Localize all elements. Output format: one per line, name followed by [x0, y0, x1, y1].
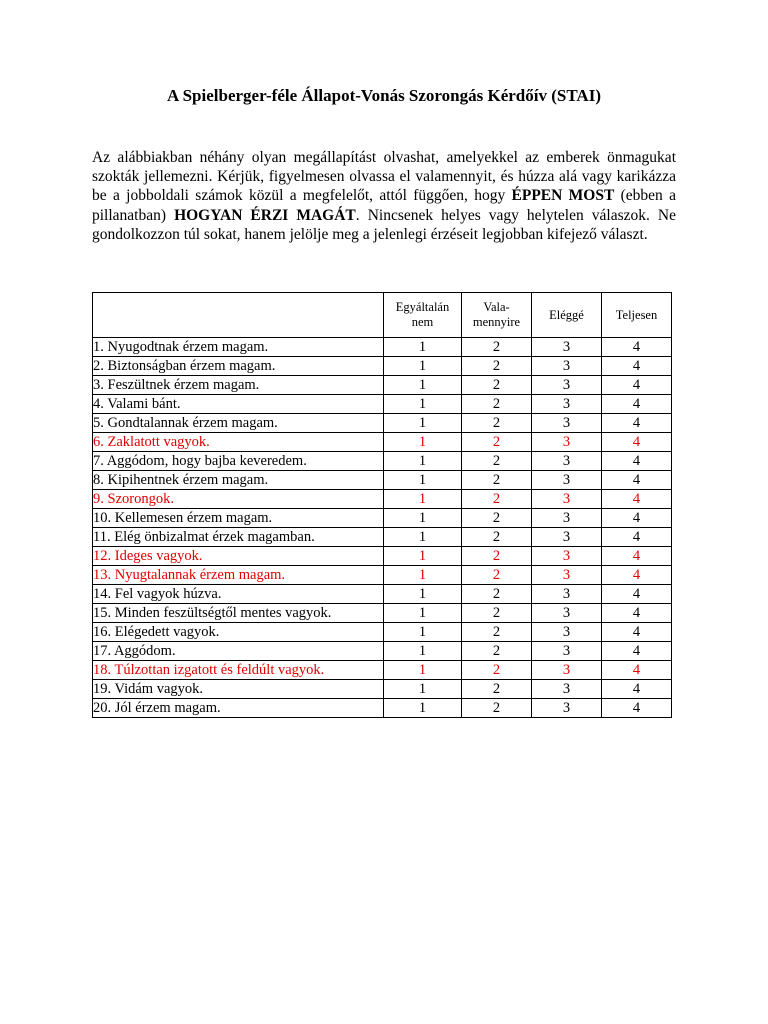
statement-label: 2. Biztonságban érzem magam.	[93, 357, 384, 376]
rating-option-3[interactable]: 3	[532, 357, 602, 376]
statement-label: 8. Kipihentnek érzem magam.	[93, 471, 384, 490]
rating-option-2[interactable]: 2	[462, 357, 532, 376]
rating-option-3[interactable]: 3	[532, 661, 602, 680]
rating-option-4[interactable]: 4	[602, 642, 672, 661]
rating-option-2[interactable]: 2	[462, 623, 532, 642]
rating-option-4[interactable]: 4	[602, 357, 672, 376]
statement-label: 19. Vidám vagyok.	[93, 680, 384, 699]
rating-option-1[interactable]: 1	[384, 357, 462, 376]
rating-option-4[interactable]: 4	[602, 680, 672, 699]
rating-option-1[interactable]: 1	[384, 661, 462, 680]
rating-option-4[interactable]: 4	[602, 471, 672, 490]
rating-option-4[interactable]: 4	[602, 433, 672, 452]
statement-label: 3. Feszültnek érzem magam.	[93, 376, 384, 395]
rating-option-2[interactable]: 2	[462, 680, 532, 699]
table-row	[93, 509, 672, 528]
rating-option-3[interactable]: 3	[532, 338, 602, 357]
statement-label: 5. Gondtalannak érzem magam.	[93, 414, 384, 433]
rating-option-1[interactable]: 1	[384, 414, 462, 433]
rating-option-4[interactable]: 4	[602, 452, 672, 471]
rating-option-4[interactable]: 4	[602, 604, 672, 623]
header-row	[93, 293, 672, 338]
rating-option-3[interactable]: 3	[532, 452, 602, 471]
rating-option-1[interactable]: 1	[384, 642, 462, 661]
intro-text-2: (ebben a pillanatban)	[92, 187, 676, 224]
statement-label: 17. Aggódom.	[93, 642, 384, 661]
table-row	[93, 642, 672, 661]
rating-option-3[interactable]: 3	[532, 376, 602, 395]
rating-option-3[interactable]: 3	[532, 642, 602, 661]
header-blank	[93, 293, 384, 338]
rating-option-3[interactable]: 3	[532, 604, 602, 623]
rating-option-3[interactable]: 3	[532, 585, 602, 604]
rating-option-3[interactable]: 3	[532, 528, 602, 547]
statement-label: 1. Nyugodtnak érzem magam.	[93, 338, 384, 357]
rating-option-1[interactable]: 1	[384, 680, 462, 699]
stai-table-body	[93, 338, 672, 718]
rating-option-2[interactable]: 2	[462, 566, 532, 585]
table-row	[93, 547, 672, 566]
rating-option-4[interactable]: 4	[602, 661, 672, 680]
table-row	[93, 338, 672, 357]
rating-option-4[interactable]: 4	[602, 566, 672, 585]
stai-table	[92, 292, 672, 718]
rating-option-1[interactable]: 1	[384, 376, 462, 395]
statement-label: 18. Túlzottan izgatott és feldúlt vagyok.	[93, 661, 384, 680]
header-not-at-all: Egyáltalán nem	[384, 293, 462, 338]
statement-label: 20. Jól érzem magam.	[93, 699, 384, 718]
table-row	[93, 623, 672, 642]
header-very-much: Teljesen	[602, 293, 672, 338]
intro-emphasis-now: ÉPPEN MOST	[511, 187, 615, 205]
table-row	[93, 699, 672, 718]
rating-option-4[interactable]: 4	[602, 414, 672, 433]
rating-option-3[interactable]: 3	[532, 490, 602, 509]
rating-option-4[interactable]: 4	[602, 338, 672, 357]
table-row	[93, 452, 672, 471]
statement-label: 14. Fel vagyok húzva.	[93, 585, 384, 604]
rating-option-1[interactable]: 1	[384, 433, 462, 452]
statement-label: 12. Ideges vagyok.	[93, 547, 384, 566]
table-row	[93, 376, 672, 395]
rating-option-3[interactable]: 3	[532, 699, 602, 718]
rating-option-3[interactable]: 3	[532, 566, 602, 585]
rating-option-2[interactable]: 2	[462, 604, 532, 623]
table-row	[93, 395, 672, 414]
rating-option-2[interactable]: 2	[462, 490, 532, 509]
rating-option-2[interactable]: 2	[462, 585, 532, 604]
rating-option-1[interactable]: 1	[384, 509, 462, 528]
page-title: A Spielberger-féle Állapot-Vonás Szorongás Kérdőív (STAI)	[167, 86, 601, 105]
intro-emphasis-feeling: HOGYAN ÉRZI MAGÁT	[174, 206, 356, 224]
rating-option-2[interactable]: 2	[462, 509, 532, 528]
statement-label: 15. Minden feszültségtől mentes vagyok.	[93, 604, 384, 623]
rating-option-1[interactable]: 1	[384, 395, 462, 414]
rating-option-2[interactable]: 2	[462, 414, 532, 433]
statement-label: 11. Elég önbizalmat érzek magamban.	[93, 528, 384, 547]
rating-option-3[interactable]: 3	[532, 680, 602, 699]
intro-paragraph	[92, 148, 676, 244]
rating-option-3[interactable]: 3	[532, 471, 602, 490]
rating-option-3[interactable]: 3	[532, 509, 602, 528]
rating-option-3[interactable]: 3	[532, 395, 602, 414]
rating-option-2[interactable]: 2	[462, 528, 532, 547]
rating-option-4[interactable]: 4	[602, 395, 672, 414]
statement-label: 13. Nyugtalannak érzem magam.	[93, 566, 384, 585]
rating-option-1[interactable]: 1	[384, 604, 462, 623]
rating-option-4[interactable]: 4	[602, 547, 672, 566]
table-row	[93, 680, 672, 699]
statement-label: 16. Elégedett vagyok.	[93, 623, 384, 642]
rating-option-1[interactable]: 1	[384, 699, 462, 718]
table-row	[93, 528, 672, 547]
rating-option-2[interactable]: 2	[462, 642, 532, 661]
rating-option-2[interactable]: 2	[462, 395, 532, 414]
rating-option-1[interactable]: 1	[384, 452, 462, 471]
table-row	[93, 661, 672, 680]
table-row	[93, 566, 672, 585]
rating-option-1[interactable]: 1	[384, 471, 462, 490]
header-somewhat: Vala- mennyire	[462, 293, 532, 338]
rating-option-1[interactable]: 1	[384, 623, 462, 642]
intro-text-3: . Nincsenek helyes vagy helytelen válaszok. Ne gondolkozzon túl sokat, hanem jelölje meg a jelenlegi érzéseit legjobban kifejező választ.	[92, 206, 676, 243]
header-moderately: Eléggé	[532, 293, 602, 338]
rating-option-1[interactable]: 1	[384, 547, 462, 566]
statement-label: 7. Aggódom, hogy bajba keveredem.	[93, 452, 384, 471]
rating-option-4[interactable]: 4	[602, 490, 672, 509]
rating-option-3[interactable]: 3	[532, 623, 602, 642]
rating-option-2[interactable]: 2	[462, 471, 532, 490]
table-row	[93, 490, 672, 509]
table-row	[93, 357, 672, 376]
statement-label: 4. Valami bánt.	[93, 395, 384, 414]
rating-option-1[interactable]: 1	[384, 528, 462, 547]
rating-option-2[interactable]: 2	[462, 452, 532, 471]
statement-label: 6. Zaklatott vagyok.	[93, 433, 384, 452]
rating-option-2[interactable]: 2	[462, 699, 532, 718]
rating-option-4[interactable]: 4	[602, 528, 672, 547]
table-row	[93, 471, 672, 490]
table-row	[93, 585, 672, 604]
rating-option-2[interactable]: 2	[462, 433, 532, 452]
statement-label: 9. Szorongok.	[93, 490, 384, 509]
rating-option-2[interactable]: 2	[462, 547, 532, 566]
table-row	[93, 414, 672, 433]
table-row	[93, 433, 672, 452]
intro-text-1: Az alábbiakban néhány olyan megállapítást olvashat, amelyekkel az emberek önmagukat szokták jellemezni. Kérjük, figyelmesen olvassa el valamennyit, és húzza alá vagy karikázza be a jobboldali számok közül a megfelelőt, attól függően, hogy	[92, 149, 676, 205]
rating-option-3[interactable]: 3	[532, 414, 602, 433]
rating-option-1[interactable]: 1	[384, 585, 462, 604]
rating-option-1[interactable]: 1	[384, 338, 462, 357]
rating-option-4[interactable]: 4	[602, 699, 672, 718]
rating-option-1[interactable]: 1	[384, 566, 462, 585]
rating-option-4[interactable]: 4	[602, 585, 672, 604]
rating-option-4[interactable]: 4	[602, 509, 672, 528]
rating-option-1[interactable]: 1	[384, 490, 462, 509]
rating-option-3[interactable]: 3	[532, 433, 602, 452]
rating-option-4[interactable]: 4	[602, 623, 672, 642]
rating-option-2[interactable]: 2	[462, 338, 532, 357]
rating-option-4[interactable]: 4	[602, 376, 672, 395]
rating-option-3[interactable]: 3	[532, 547, 602, 566]
rating-option-2[interactable]: 2	[462, 661, 532, 680]
table-row	[93, 604, 672, 623]
rating-option-2[interactable]: 2	[462, 376, 532, 395]
statement-label: 10. Kellemesen érzem magam.	[93, 509, 384, 528]
